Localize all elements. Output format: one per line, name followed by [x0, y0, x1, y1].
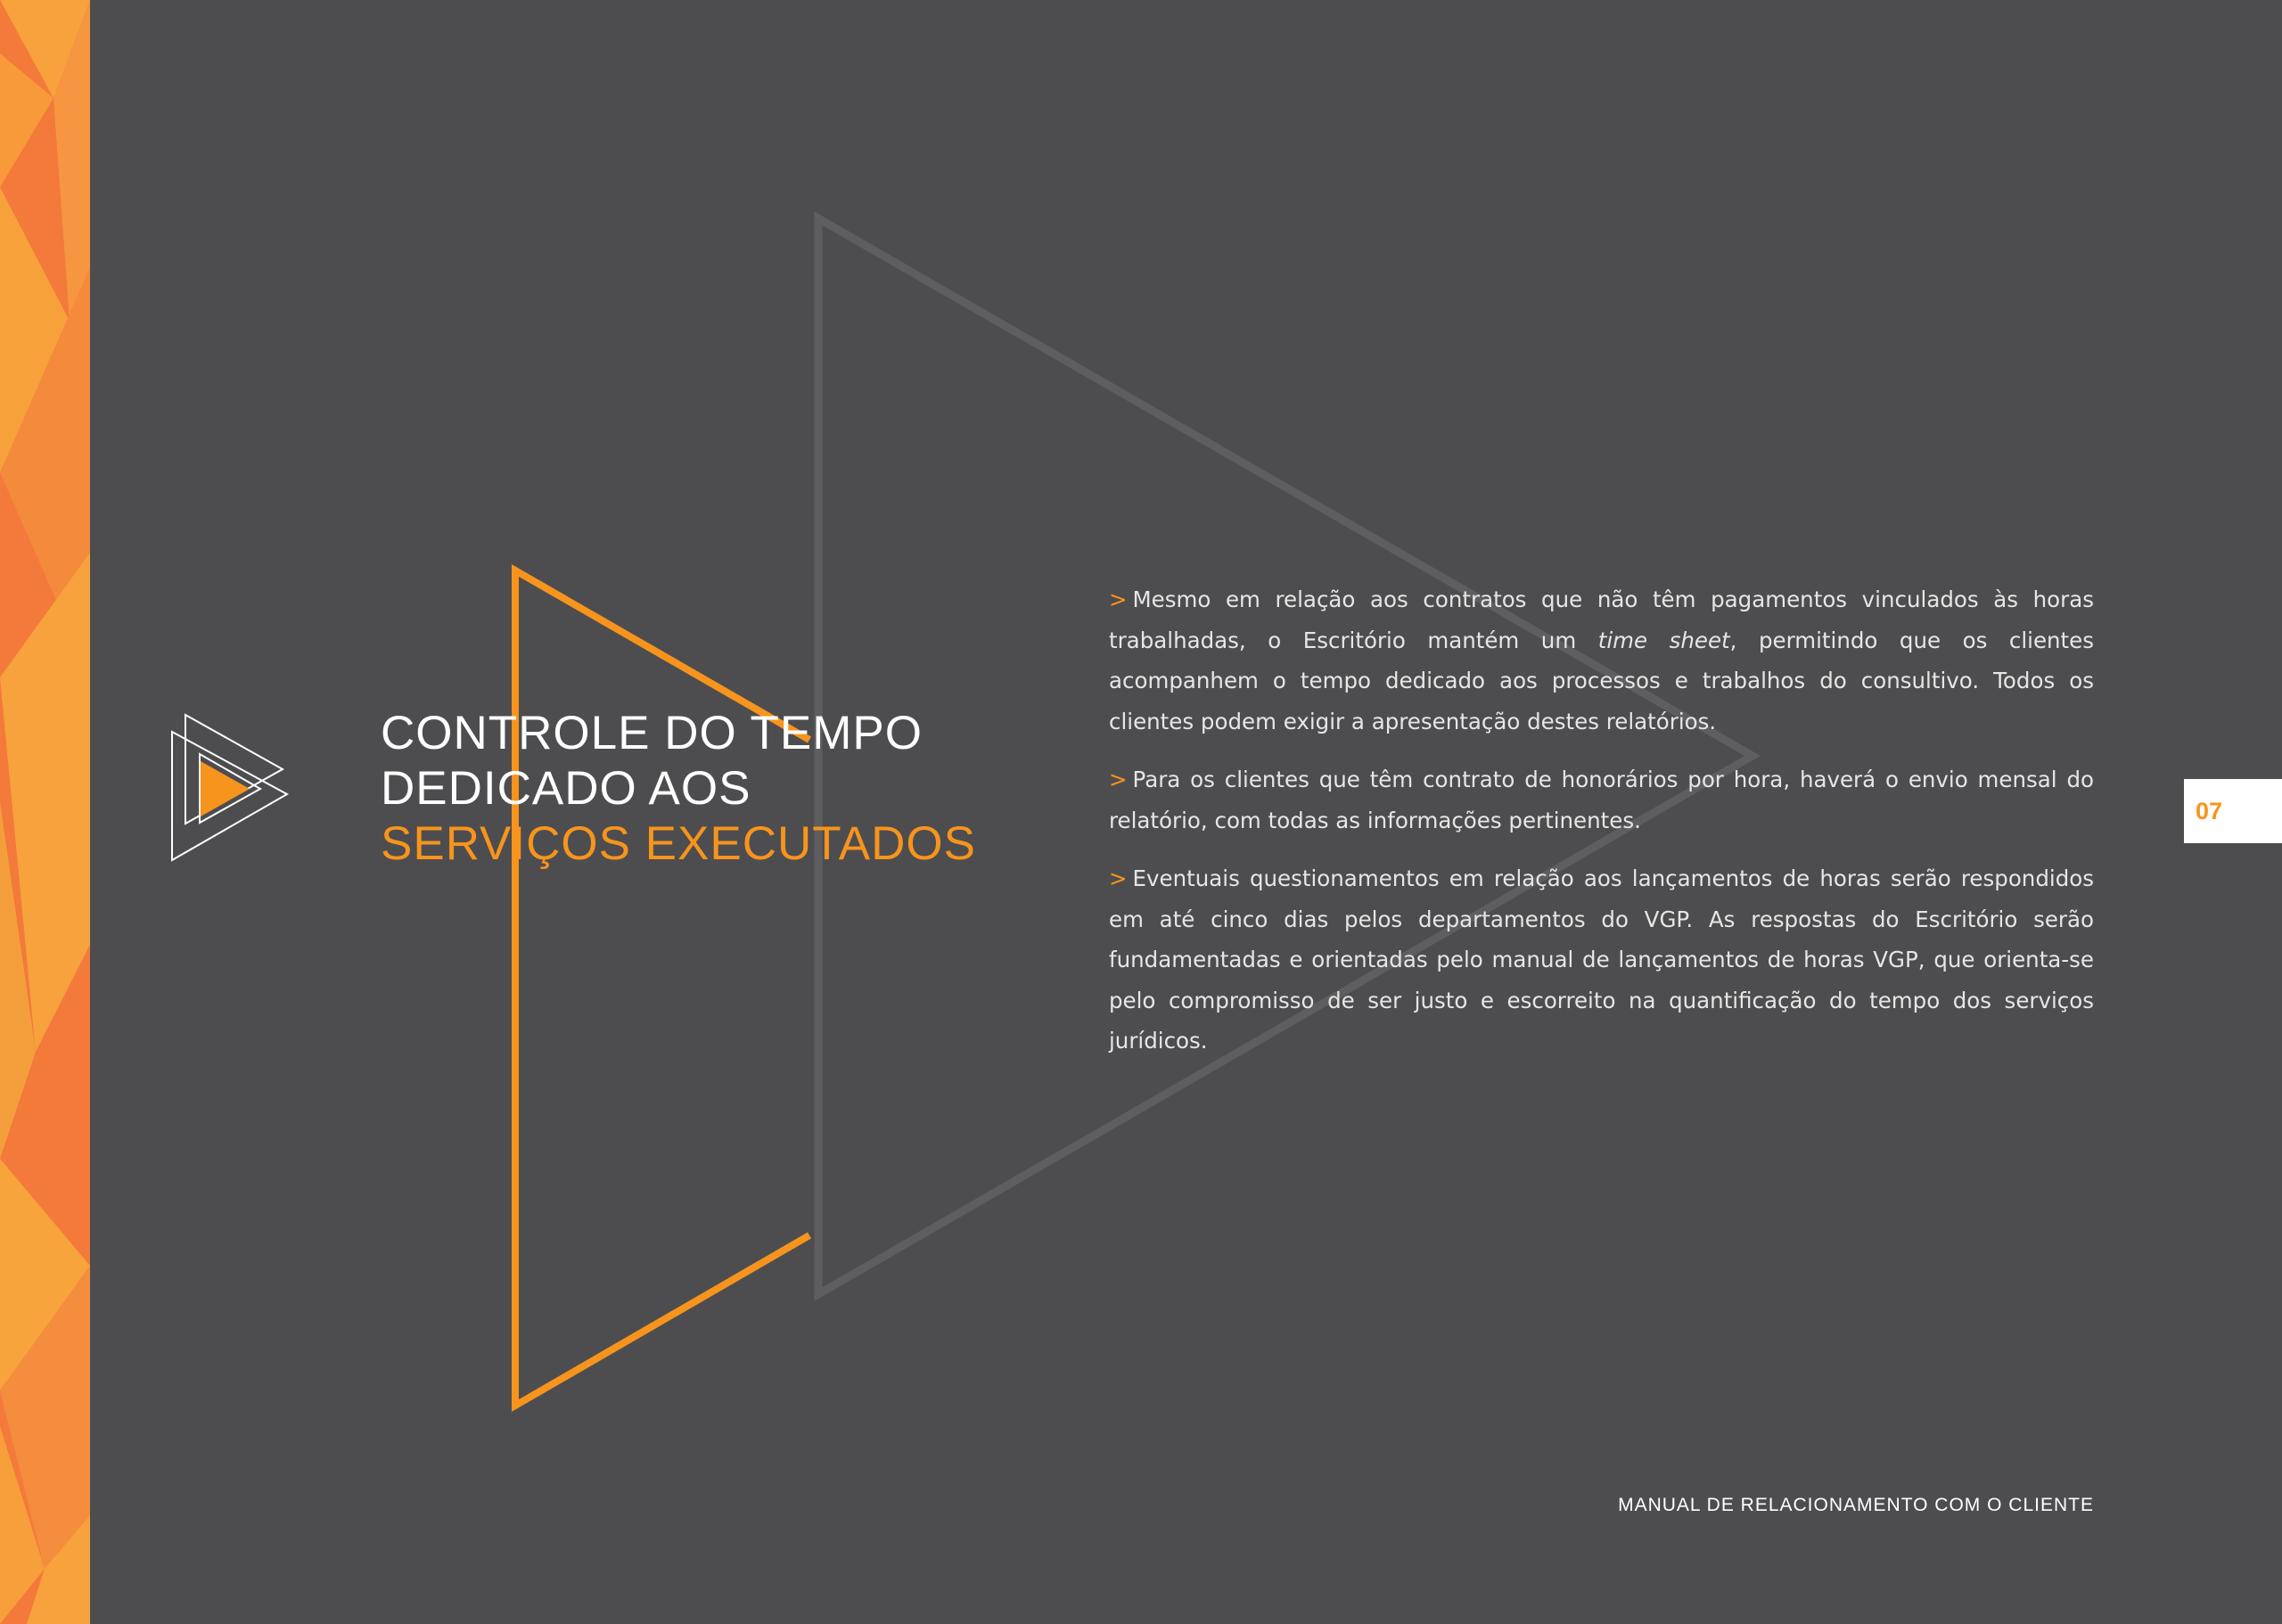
- paragraph-2-text: Para os clientes que têm contrato de honorários por hora, haverá o envio mensal do relatório, com todas as informações pertinentes.: [1109, 767, 2094, 833]
- title-line-2: DEDICADO AOS: [381, 762, 751, 815]
- orange-triangle-top-edge: [515, 570, 809, 1406]
- paragraph-3: [1109, 858, 2094, 1062]
- paragraph-3-text: Eventuais questionamentos em relação aos lançamentos de horas serão respondidos em até cinco dias pelos departamentos do VGP. As respostas do Escritório serão fundamentadas e orientadas pelo manual de lançamentos de horas VGP, que orienta-se pelo compromisso de ser justo e escorreito na quantificação do tempo dos serviços jurídicos.: [1109, 865, 2094, 1054]
- paragraph-1-part-a: Mesmo em relação aos contratos que não têm pagamentos vinculados às horas trabalhadas, o Escritório mantém um: [1109, 586, 2094, 653]
- title-line-3: SERVIÇOS EXECUTADOS: [381, 817, 976, 870]
- paragraph-1-italic: time sheet: [1597, 627, 1730, 653]
- paragraph-1-part-b: , permitindo que os clientes acompanhem o tempo dedicado aos processos e trabalhos do consultivo. Todos os clientes podem exigir a apresentação destes relatórios.: [1109, 627, 2094, 734]
- document-footer: MANUAL DE RELACIONAMENTO COM O CLIENTE: [1618, 1495, 2094, 1515]
- section-title: [381, 706, 1005, 872]
- paragraph-1: [1109, 579, 2094, 742]
- page-number: 07: [2196, 797, 2223, 824]
- title-line-1: CONTROLE DO TEMPO: [381, 707, 923, 759]
- play-triangle-icon: [169, 710, 290, 868]
- body-text: [1109, 579, 2094, 1079]
- page-number-tab: [2184, 779, 2282, 843]
- bullet-marker: >: [1109, 767, 1128, 792]
- paragraph-2: [1109, 759, 2094, 841]
- bullet-marker: >: [1109, 865, 1128, 891]
- bullet-marker: >: [1109, 586, 1128, 612]
